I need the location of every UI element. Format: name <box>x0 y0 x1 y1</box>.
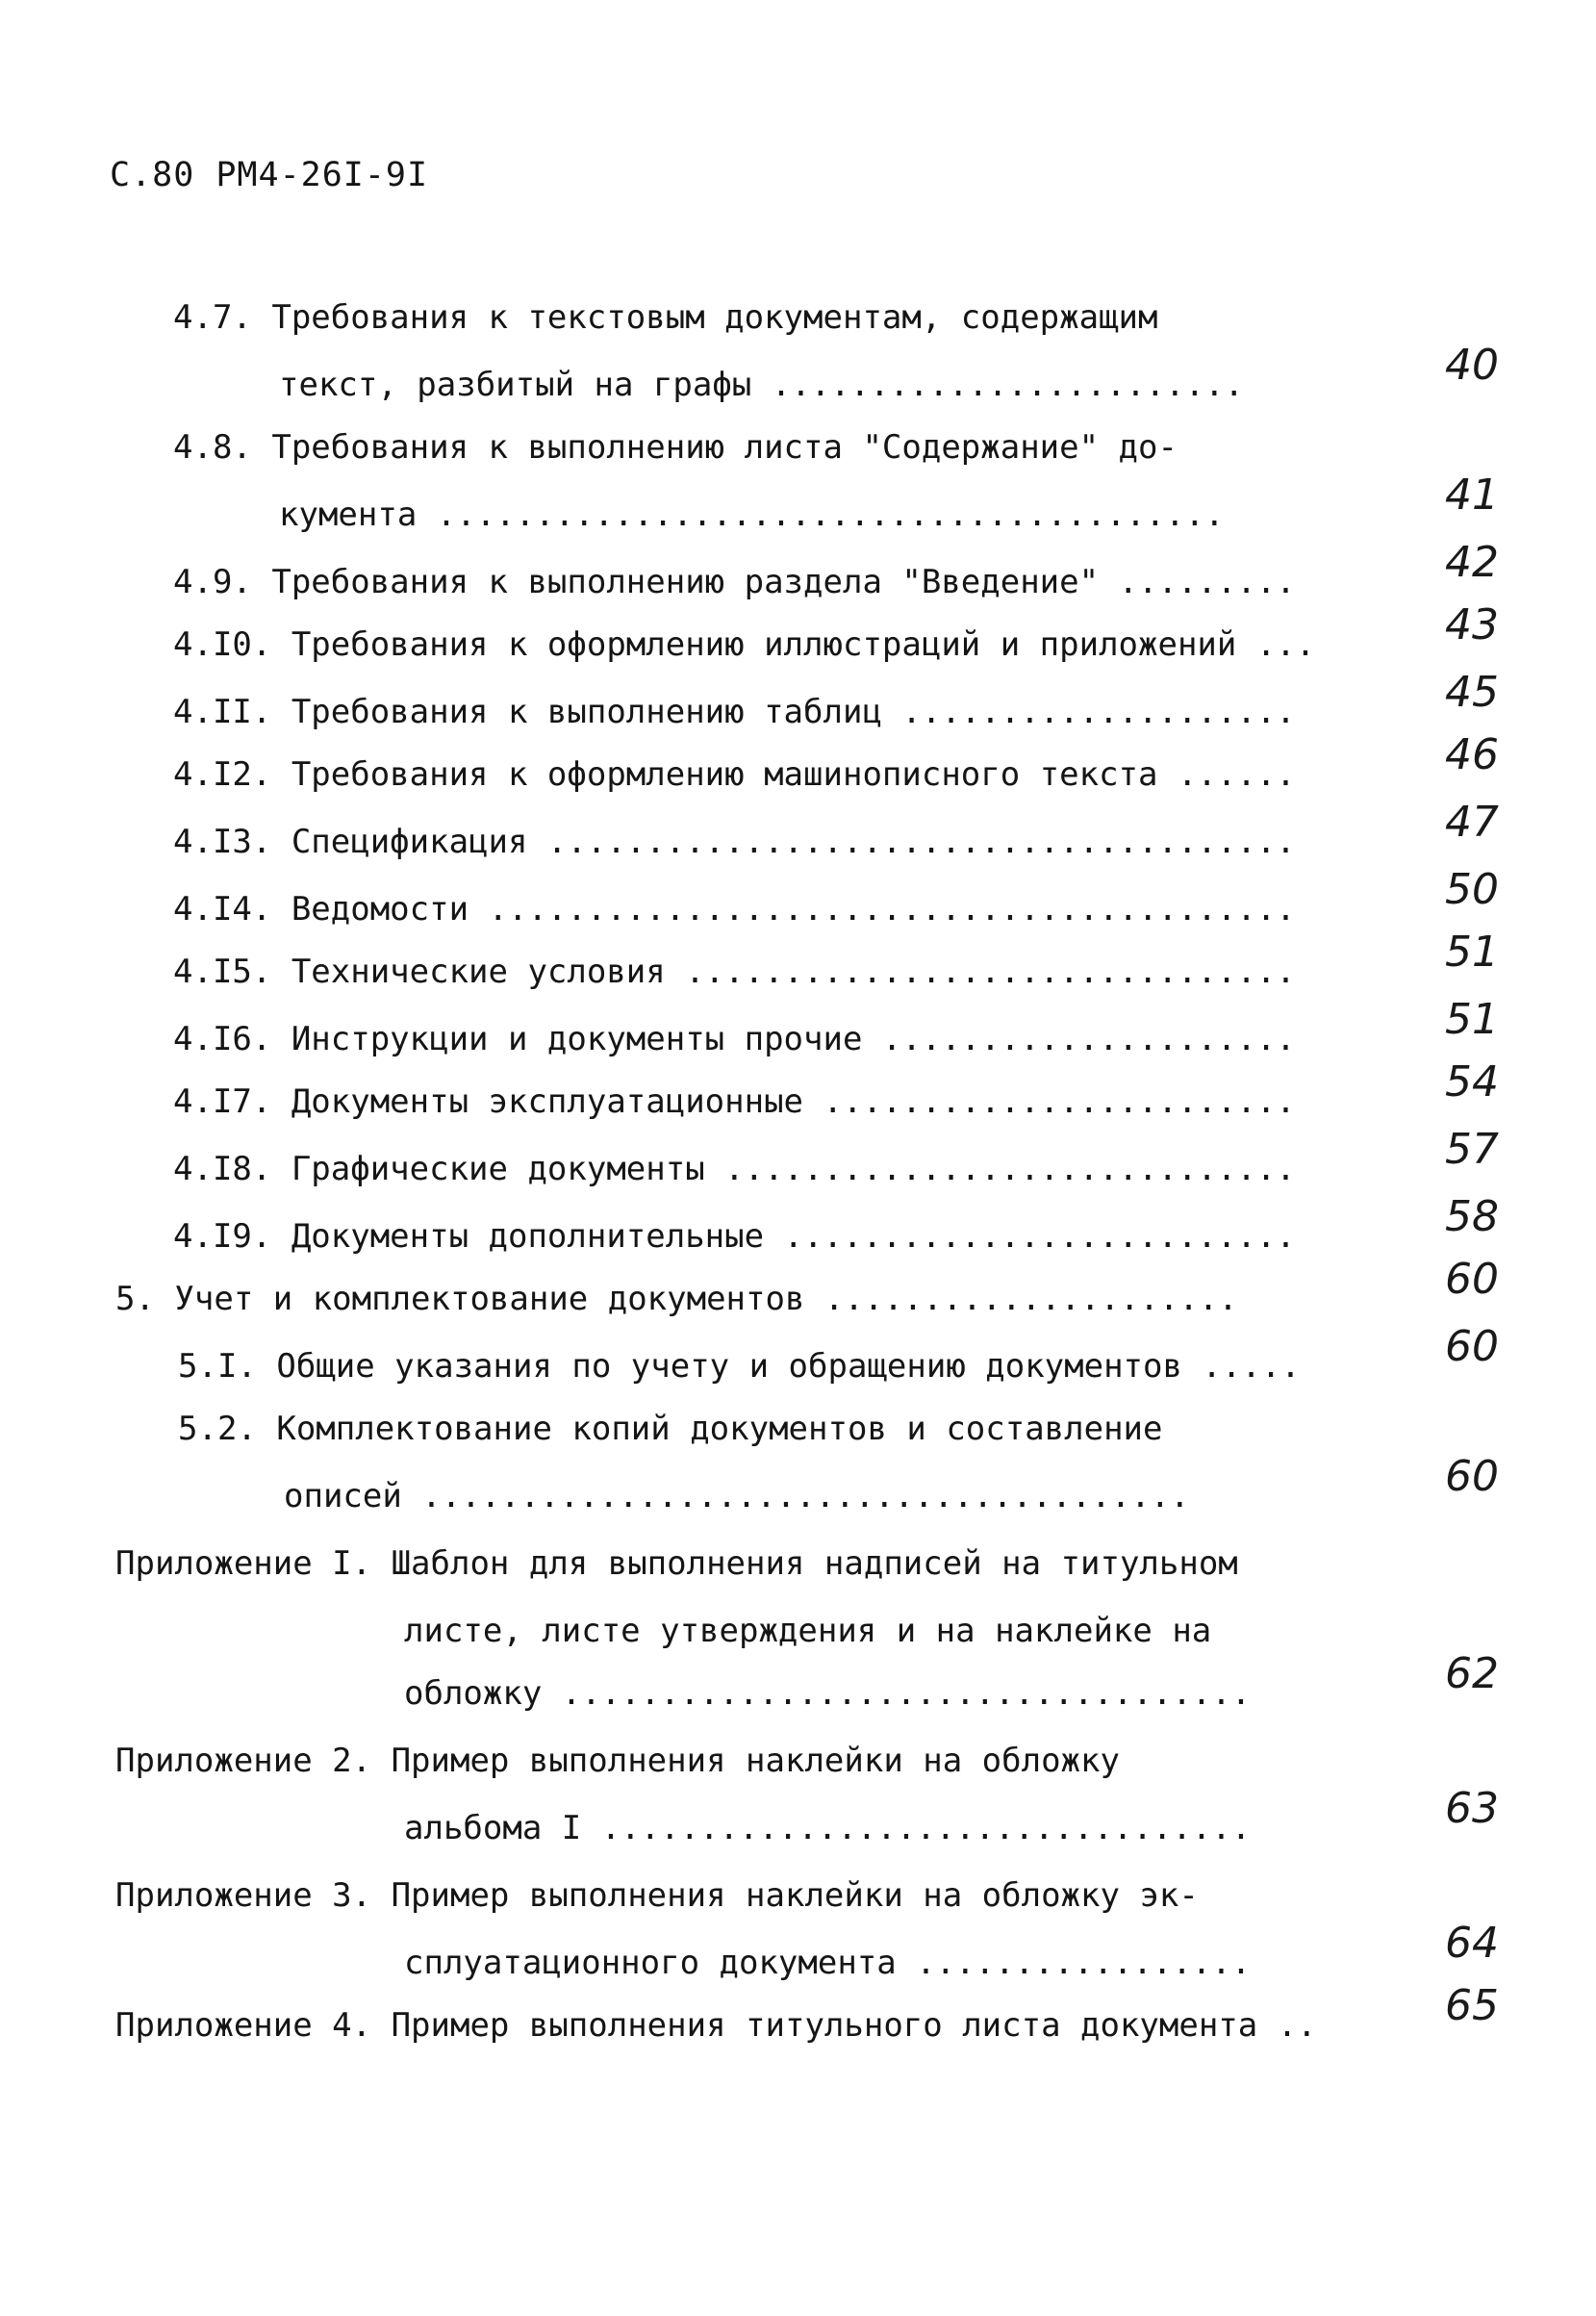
toc-entry-line: 4.I5. Технические условия ............................... <box>173 953 1296 991</box>
toc-entry-line: 5. Учет и комплектование документов ..................... <box>115 1280 1238 1318</box>
toc-page-number: 50 <box>1445 865 1499 914</box>
toc-entry-line: текст, разбитый на графы ........................ <box>279 366 1245 404</box>
toc-page-number: 40 <box>1445 341 1499 390</box>
toc-page-number: 62 <box>1445 1649 1499 1698</box>
toc-entry-line: Приложение 2. Пример выполнения наклейки на обложку <box>115 1742 1120 1780</box>
toc-page-number: 64 <box>1445 1919 1499 1968</box>
toc-page-number: 63 <box>1445 1784 1499 1833</box>
toc-page-number: 41 <box>1445 471 1499 520</box>
toc-page-number: 60 <box>1445 1255 1499 1304</box>
toc-entry-line: 4.8. Требования к выполнению листа "Содержание" до- <box>173 428 1178 467</box>
toc-entry-line: описей ....................................... <box>284 1477 1190 1515</box>
toc-entry-line: Приложение 4. Пример выполнения титульного листа документа .. <box>115 2006 1317 2045</box>
toc-entry-line: 4.II. Требования к выполнению таблиц .................... <box>173 693 1296 731</box>
toc-entry-line: 4.I7. Документы эксплуатационные ........................ <box>173 1082 1296 1121</box>
toc-entry-line: Приложение I. Шаблон для выполнения надписей на титульном <box>115 1544 1238 1583</box>
toc-page-number: 51 <box>1445 928 1499 977</box>
toc-entry-line: 4.I3. Спецификация ...................................... <box>173 823 1296 861</box>
toc-entry-line: 4.I9. Документы дополнительные .......................... <box>173 1217 1296 1256</box>
toc-page-number: 60 <box>1445 1322 1499 1371</box>
toc-entry-line: 4.I8. Графические документы ............................. <box>173 1150 1296 1188</box>
toc-page-number: 42 <box>1445 538 1499 587</box>
toc-entry-line: сплуатационного документа ................. <box>404 1944 1252 1982</box>
toc-entry-line: альбома I ................................. <box>404 1809 1252 1847</box>
toc-page-number: 58 <box>1445 1192 1499 1241</box>
page-header: С.80 РМ4-26I-9I <box>110 156 429 194</box>
toc-page-number: 60 <box>1445 1452 1499 1501</box>
toc-page-number: 46 <box>1445 730 1499 779</box>
toc-entry-line: обложку ................................... <box>404 1674 1252 1713</box>
toc-entry-line: 5.I. Общие указания по учету и обращению документов ..... <box>178 1347 1301 1386</box>
toc-entry-line: 4.9. Требования к выполнению раздела "Введение" ......... <box>173 563 1296 601</box>
toc-entry-line: 4.I6. Инструкции и документы прочие ..................... <box>173 1020 1296 1058</box>
toc-page-number: 43 <box>1445 600 1499 649</box>
toc-page-number: 54 <box>1445 1057 1499 1107</box>
toc-entry-line: Приложение 3. Пример выполнения наклейки на обложку эк- <box>115 1876 1199 1915</box>
toc-page-number: 45 <box>1445 668 1499 717</box>
toc-page-number: 57 <box>1445 1125 1499 1174</box>
toc-entry-line: листе, листе утверждения и на наклейке на <box>404 1612 1212 1650</box>
toc-entry-line: кумента ........................................ <box>279 496 1225 534</box>
toc-page-number: 47 <box>1445 798 1499 847</box>
toc-page-number: 51 <box>1445 995 1499 1044</box>
toc-entry-line: 4.I0. Требования к оформлению иллюстраций и приложений ... <box>173 625 1316 664</box>
toc-entry-line: 4.7. Требования к текстовым документам, содержащим <box>173 298 1158 337</box>
toc-entry-line: 4.I4. Ведомости ......................................... <box>173 890 1296 929</box>
toc-page-number: 65 <box>1445 1981 1499 2030</box>
toc-entry-line: 5.2. Комплектование копий документов и составление <box>178 1410 1163 1448</box>
toc-entry-line: 4.I2. Требования к оформлению машинописного текста ...... <box>173 755 1296 794</box>
